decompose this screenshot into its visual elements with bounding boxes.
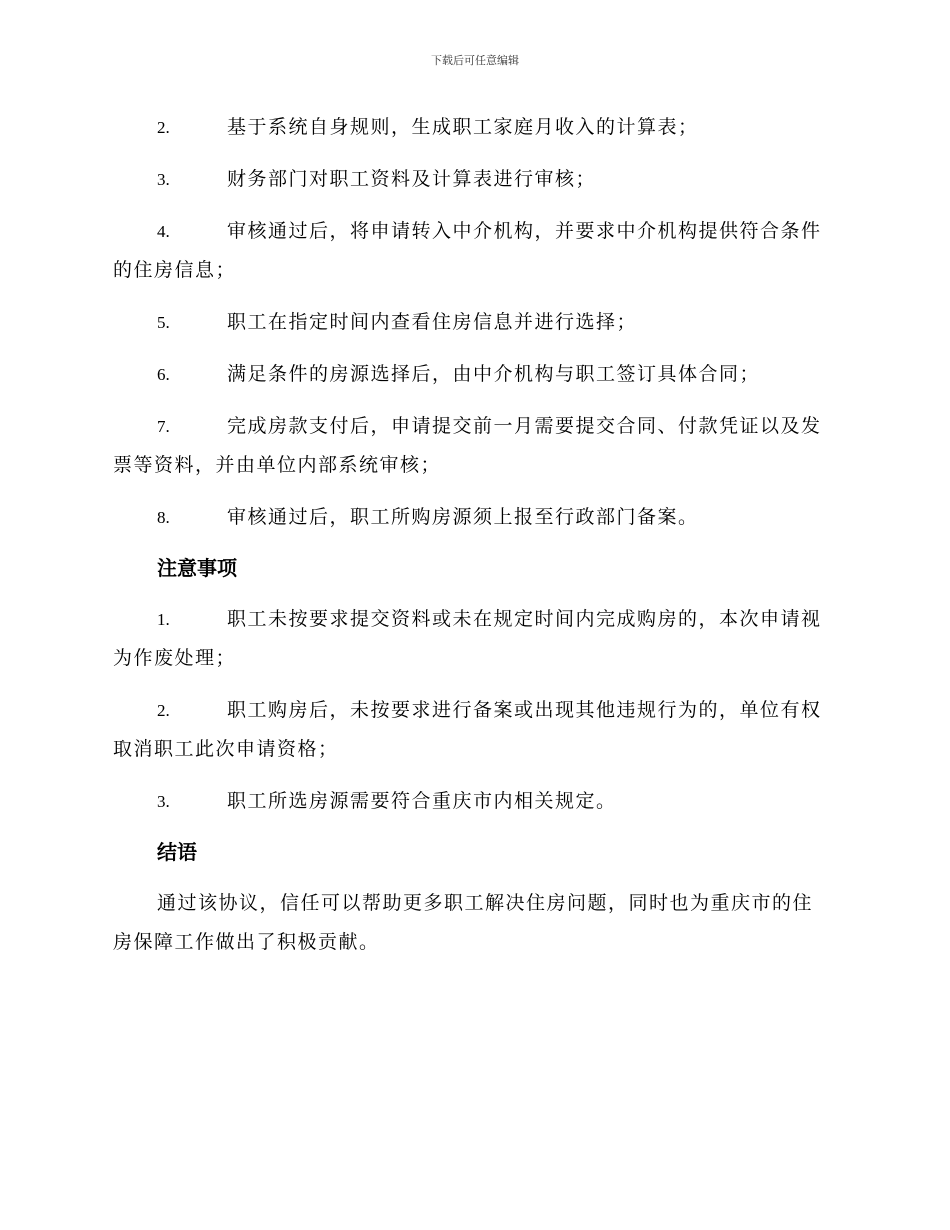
- note-text: 职工购房后，未按要求进行备案或出现其他违规行为的，单位有权取消职工此次申请资格；: [113, 699, 822, 760]
- step-text: 审核通过后，将申请转入中介机构，并要求中介机构提供符合条件的住房信息；: [113, 220, 822, 281]
- note-text: 职工所选房源需要符合重庆市内相关规定。: [227, 790, 617, 812]
- step-item-7: [113, 407, 833, 485]
- note-item-2: [113, 691, 833, 769]
- step-text: 完成房款支付后，申请提交前一月需要提交合同、付款凭证以及发票等资料，并由单位内部系统审核；: [113, 415, 822, 476]
- page-header: 下载后可任意编辑: [431, 54, 519, 67]
- step-text: 满足条件的房源选择后，由中介机构与职工签订具体合同；: [227, 363, 761, 385]
- step-item-5: [113, 303, 833, 342]
- note-text: 职工未按要求提交资料或未在规定时间内完成购房的，本次申请视为作废处理；: [113, 608, 822, 669]
- step-item-2: [113, 108, 833, 147]
- step-text: 职工在指定时间内查看住房信息并进行选择；: [227, 311, 638, 333]
- note-number: 3.: [157, 792, 170, 811]
- note-item-3: [113, 782, 833, 821]
- step-text: 基于系统自身规则，生成职工家庭月收入的计算表；: [227, 116, 699, 138]
- step-item-6: [113, 355, 833, 394]
- document-body: [113, 108, 833, 962]
- step-item-4: [113, 212, 833, 290]
- notes-heading: 注意事项: [157, 556, 237, 580]
- step-text: 财务部门对职工资料及计算表进行审核；: [227, 168, 597, 190]
- step-number: 7.: [157, 417, 170, 436]
- step-text: 审核通过后，职工所购房源须上报至行政部门备案。: [227, 506, 699, 528]
- note-number: 2.: [157, 701, 170, 720]
- note-number: 1.: [157, 610, 170, 629]
- note-item-1: [113, 600, 833, 678]
- conclusion-heading: 结语: [157, 840, 197, 864]
- conclusion-paragraph: 通过该协议，信任可以帮助更多职工解决住房问题，同时也为重庆市的住房保障工作做出了积极贡献。: [113, 892, 814, 953]
- step-number: 4.: [157, 222, 170, 241]
- step-number: 2.: [157, 118, 170, 137]
- step-item-8: [113, 498, 833, 537]
- step-number: 5.: [157, 313, 170, 332]
- step-number: 3.: [157, 170, 170, 189]
- step-item-3: [113, 160, 833, 199]
- step-number: 8.: [157, 508, 170, 527]
- step-number: 6.: [157, 365, 170, 384]
